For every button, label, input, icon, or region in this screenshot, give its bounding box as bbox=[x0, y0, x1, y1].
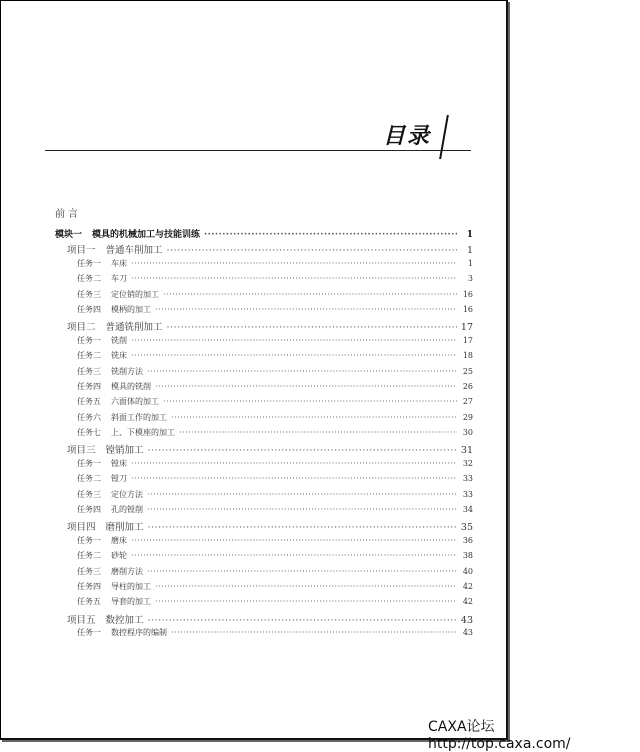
toc-entry bbox=[55, 319, 473, 334]
toc-page-number: 40 bbox=[462, 566, 473, 576]
toc-entry bbox=[55, 612, 473, 627]
dot-leader bbox=[171, 413, 457, 422]
toc-entry bbox=[55, 519, 473, 534]
toc-page-number: 3 bbox=[467, 274, 473, 284]
toc-entry-number: 任务三 bbox=[77, 566, 101, 576]
toc-page-number: 33 bbox=[462, 489, 473, 499]
toc-entry bbox=[55, 396, 473, 411]
toc-page-number: 27 bbox=[462, 397, 473, 407]
dot-leader bbox=[147, 490, 457, 499]
toc-page-number: 32 bbox=[462, 458, 473, 468]
toc-entry-label bbox=[67, 442, 148, 456]
toc-entry-number: 项目五 bbox=[67, 614, 96, 626]
dot-leader bbox=[155, 382, 457, 391]
toc-entry-label bbox=[77, 489, 147, 500]
toc-entry-label bbox=[77, 458, 131, 469]
toc-entry-label bbox=[77, 350, 131, 361]
toc-entry-label bbox=[67, 319, 167, 333]
dot-leader bbox=[163, 290, 457, 299]
toc-entry bbox=[55, 489, 473, 504]
dot-leader bbox=[131, 336, 457, 345]
dot-leader bbox=[155, 597, 457, 606]
toc-entry-text: 磨削方法 bbox=[111, 566, 143, 576]
toc-entry-text: 上、下模座的加工 bbox=[111, 428, 175, 438]
toc-entry bbox=[55, 289, 473, 304]
toc-page-number: 42 bbox=[462, 597, 473, 607]
toc-entry-number: 任务五 bbox=[77, 397, 101, 407]
toc-entry-text: 斜面工作的加工 bbox=[111, 412, 167, 422]
toc-entry bbox=[55, 504, 473, 519]
dot-leader bbox=[204, 230, 457, 240]
toc-entry bbox=[55, 458, 473, 473]
toc-page-number: 38 bbox=[462, 551, 473, 561]
dot-leader bbox=[167, 322, 457, 333]
toc-entry-label bbox=[77, 566, 147, 577]
toc-entry-number: 任务二 bbox=[77, 474, 101, 484]
toc-entry-text: 镗刀 bbox=[111, 474, 127, 484]
toc-entry-text: 导柱的加工 bbox=[111, 581, 151, 591]
toc-entry-number: 模块一 bbox=[55, 230, 83, 240]
watermark: CAXA论坛 http://top.caxa.com/ bbox=[428, 719, 571, 752]
toc-entry bbox=[55, 566, 473, 581]
toc-entry-text: 数控程序的编制 bbox=[111, 628, 167, 638]
toc-entry bbox=[55, 304, 473, 319]
toc-entry-label bbox=[77, 596, 155, 607]
toc-entry-number: 任务二 bbox=[77, 551, 101, 561]
toc-page-number: 31 bbox=[460, 445, 473, 457]
toc-entry-label bbox=[77, 427, 179, 438]
toc-entry-number: 任务六 bbox=[77, 412, 101, 422]
dot-leader bbox=[131, 351, 457, 360]
toc-entry bbox=[55, 581, 473, 596]
dot-leader bbox=[148, 445, 457, 456]
toc-entry-number: 任务三 bbox=[77, 489, 101, 499]
toc-entry-number: 任务三 bbox=[77, 366, 101, 376]
toc-page-number: 34 bbox=[462, 505, 473, 515]
toc-page-number: 16 bbox=[462, 304, 473, 314]
dot-leader bbox=[163, 397, 457, 406]
toc-entry-text: 六面体的加工 bbox=[111, 397, 159, 407]
toc-entry bbox=[55, 535, 473, 550]
dot-leader bbox=[147, 505, 457, 514]
toc-page-number: 43 bbox=[460, 614, 473, 626]
toc-entry-label bbox=[77, 627, 171, 638]
dot-leader bbox=[147, 567, 457, 576]
toc-entry-label bbox=[77, 366, 147, 377]
preface-entry: 前言 bbox=[55, 209, 81, 220]
toc-entry-text: 镗床 bbox=[111, 458, 127, 468]
toc-page-number: 33 bbox=[462, 474, 473, 484]
toc-entry-number: 任务四 bbox=[77, 381, 101, 391]
toc-entry bbox=[55, 596, 473, 611]
toc-entry bbox=[55, 442, 473, 457]
toc-entry-text: 模具的机械加工与技能训练 bbox=[92, 230, 201, 240]
toc-entry-number: 项目二 bbox=[67, 322, 96, 334]
toc-entry-text: 定位方法 bbox=[111, 489, 143, 499]
toc-entry-text: 车刀 bbox=[111, 274, 127, 284]
toc-entry-text: 镗销加工 bbox=[105, 445, 144, 457]
toc-page-number: 17 bbox=[462, 335, 473, 345]
table-of-contents bbox=[55, 227, 473, 643]
title-header bbox=[45, 113, 471, 163]
toc-entry-text: 模具的铣削 bbox=[111, 381, 151, 391]
toc-entry-label bbox=[77, 396, 163, 407]
toc-entry-label bbox=[67, 519, 148, 533]
toc-entry-number: 任务四 bbox=[77, 505, 101, 515]
toc-page-number: 1 bbox=[466, 230, 473, 240]
toc-entry bbox=[55, 412, 473, 427]
toc-entry bbox=[55, 242, 473, 257]
toc-page-number: 30 bbox=[462, 428, 473, 438]
toc-entry-label bbox=[77, 335, 131, 346]
toc-entry-label bbox=[77, 258, 131, 269]
toc-entry-text: 磨削加工 bbox=[105, 522, 144, 534]
toc-entry-label bbox=[67, 612, 148, 626]
toc-entry-text: 车床 bbox=[111, 258, 127, 268]
dot-leader bbox=[148, 615, 457, 626]
toc-page-number: 35 bbox=[460, 522, 473, 534]
toc-entry-label bbox=[77, 412, 171, 423]
dot-leader bbox=[131, 551, 457, 560]
toc-entry-number: 任务一 bbox=[77, 258, 101, 268]
toc-entry-label bbox=[77, 273, 131, 284]
dot-leader bbox=[131, 259, 457, 268]
toc-entry-label bbox=[77, 535, 131, 546]
toc-entry-number: 任务四 bbox=[77, 304, 101, 314]
title-slash-decoration bbox=[439, 115, 449, 159]
toc-page-number: 36 bbox=[462, 535, 473, 545]
page-title: 目录 bbox=[382, 124, 431, 149]
toc-entry bbox=[55, 258, 473, 273]
toc-entry-number: 项目一 bbox=[67, 245, 96, 257]
toc-page-number: 42 bbox=[462, 581, 473, 591]
toc-entry bbox=[55, 627, 473, 642]
toc-entry-text: 定位销的加工 bbox=[111, 289, 159, 299]
toc-entry-label bbox=[77, 581, 155, 592]
dot-leader bbox=[179, 428, 457, 437]
toc-entry bbox=[55, 473, 473, 488]
toc-entry-label bbox=[77, 473, 131, 484]
toc-entry-text: 数控加工 bbox=[105, 614, 144, 626]
title-rule bbox=[45, 150, 471, 151]
toc-page-number: 29 bbox=[462, 412, 473, 422]
toc-page-number: 26 bbox=[462, 381, 473, 391]
dot-leader bbox=[147, 367, 457, 376]
toc-entry-text: 模柄的加工 bbox=[111, 304, 151, 314]
toc-page-number: 1 bbox=[467, 258, 473, 268]
toc-entry bbox=[55, 381, 473, 396]
toc-entry-number: 任务三 bbox=[77, 289, 101, 299]
dot-leader bbox=[131, 274, 457, 283]
toc-entry-text: 孔的镗削 bbox=[111, 505, 143, 515]
toc-entry-label bbox=[77, 289, 163, 300]
toc-entry-number: 任务一 bbox=[77, 535, 101, 545]
toc-page-number: 43 bbox=[462, 628, 473, 638]
toc-entry bbox=[55, 227, 473, 242]
toc-entry-number: 任务五 bbox=[77, 597, 101, 607]
toc-page-number: 25 bbox=[462, 366, 473, 376]
toc-entry-number: 任务二 bbox=[77, 274, 101, 284]
dot-leader bbox=[131, 536, 457, 545]
toc-entry-number: 任务四 bbox=[77, 581, 101, 591]
toc-page-number: 18 bbox=[462, 351, 473, 361]
toc-entry bbox=[55, 273, 473, 288]
toc-entry-text: 磨床 bbox=[111, 535, 127, 545]
toc-entry-text: 普通铣削加工 bbox=[105, 322, 163, 334]
toc-entry bbox=[55, 350, 473, 365]
toc-entry-number: 任务一 bbox=[77, 628, 101, 638]
dot-leader bbox=[171, 628, 457, 637]
toc-entry-number: 任务七 bbox=[77, 428, 101, 438]
toc-entry-number: 任务一 bbox=[77, 335, 101, 345]
toc-entry bbox=[55, 427, 473, 442]
dot-leader bbox=[167, 245, 457, 256]
dot-leader bbox=[148, 522, 457, 533]
toc-entry-label bbox=[77, 381, 155, 392]
toc-entry-label bbox=[77, 504, 147, 515]
toc-entry-text: 导套的加工 bbox=[111, 597, 151, 607]
toc-entry-text: 铣削方法 bbox=[111, 366, 143, 376]
toc-entry-label bbox=[55, 227, 204, 240]
toc-page-number: 1 bbox=[466, 245, 473, 257]
toc-entry-number: 任务一 bbox=[77, 458, 101, 468]
toc-entry-label bbox=[77, 304, 155, 315]
toc-entry-text: 砂轮 bbox=[111, 551, 127, 561]
toc-entry bbox=[55, 366, 473, 381]
dot-leader bbox=[155, 582, 457, 591]
toc-entry bbox=[55, 550, 473, 565]
toc-entry-number: 项目三 bbox=[67, 445, 96, 457]
toc-entry bbox=[55, 335, 473, 350]
toc-entry-text: 铣削 bbox=[111, 335, 127, 345]
dot-leader bbox=[131, 474, 457, 483]
dot-leader bbox=[155, 305, 457, 314]
toc-page-number: 16 bbox=[462, 289, 473, 299]
toc-entry-number: 项目四 bbox=[67, 522, 96, 534]
toc-entry-label bbox=[77, 550, 131, 561]
toc-entry-text: 铣床 bbox=[111, 351, 127, 361]
toc-entry-text: 普通车削加工 bbox=[105, 245, 163, 257]
toc-page-number: 17 bbox=[460, 322, 473, 334]
toc-entry-number: 任务二 bbox=[77, 351, 101, 361]
dot-leader bbox=[131, 459, 457, 468]
toc-entry-label bbox=[67, 242, 167, 256]
